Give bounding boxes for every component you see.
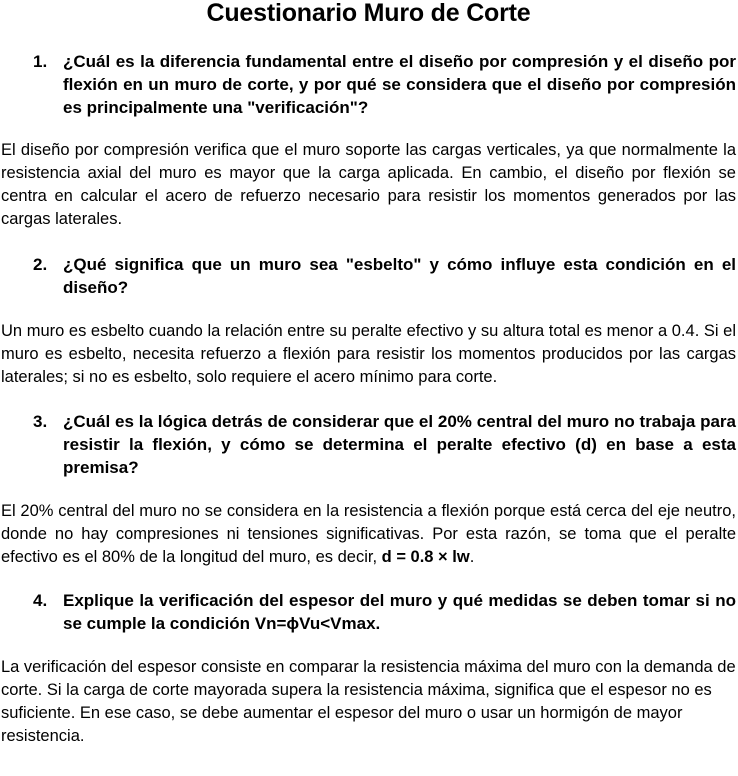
question-text: ¿Cuál es la diferencia fundamental entre el diseño por compresión y el diseño por flexión en un muro de corte, y por qué se considera que el diseño por compresión es principalmente una "verificación"? [63,52,736,117]
question-1 [1,50,736,119]
answer-2: Un muro es esbelto cuando la relación entre su peralte efectivo y su altura total es menor a 0.4. Si el muro es esbelto, necesita refuerzo a flexión para resistir los momentos producidos por las cargas laterales; si no es esbelto, solo requiere el acero mínimo para corte. [1,322,736,386]
answer-text: El 20% central del muro no se considera en la resistencia a flexión porque está cerca del eje neutro, donde no hay compresiones ni tensiones significativas. Por esta razón, se toma que el peralte efectivo es el 80% de la longitud del muro, es decir, [1,502,736,566]
question-text: ¿Cuál es la lógica detrás de considerar que el 20% central del muro no trabaja para resistir la flexión, y cómo se determina el peralte efectivo (d) en base a esta premisa? [63,412,736,477]
answer-1: El diseño por compresión verifica que el muro soporte las cargas verticales, ya que normalmente la resistencia axial del muro es mayor que la carga aplicada. En cambio, el diseño por flexión se centra en calcular el acero de refuerzo necesario para resistir los momentos generados por las cargas laterales. [1,141,736,228]
answer-4: La verificación del espesor consiste en comparar la resistencia máxima del muro con la demanda de corte. Si la carga de corte mayorada supera la resistencia máxima, significa que el espesor no es suficiente. En ese caso, se debe aumentar el espesor del muro o usar un hormigón de mayor resistencia. [1,658,736,745]
question-4 [1,589,736,635]
question-number: 3. [33,412,48,431]
document-title: Cuestionario Muro de Corte [206,0,531,27]
effective-depth-formula: d = 0.8 × lw [381,548,470,566]
question-text: ¿Qué significa que un muro sea "esbelto" y cómo influye esta condición en el diseño? [63,255,736,297]
question-text: Explique la verificación del espesor del muro y qué medidas se deben tomar si no se cumple la condición Vn=ϕVu<Vmax. [63,591,736,633]
question-number: 2. [33,255,48,274]
question-number: 4. [33,591,48,610]
question-number: 1. [33,52,48,71]
question-3 [1,410,736,479]
answer-end: . [469,548,475,566]
question-2 [1,253,736,299]
answer-3 [1,500,736,569]
